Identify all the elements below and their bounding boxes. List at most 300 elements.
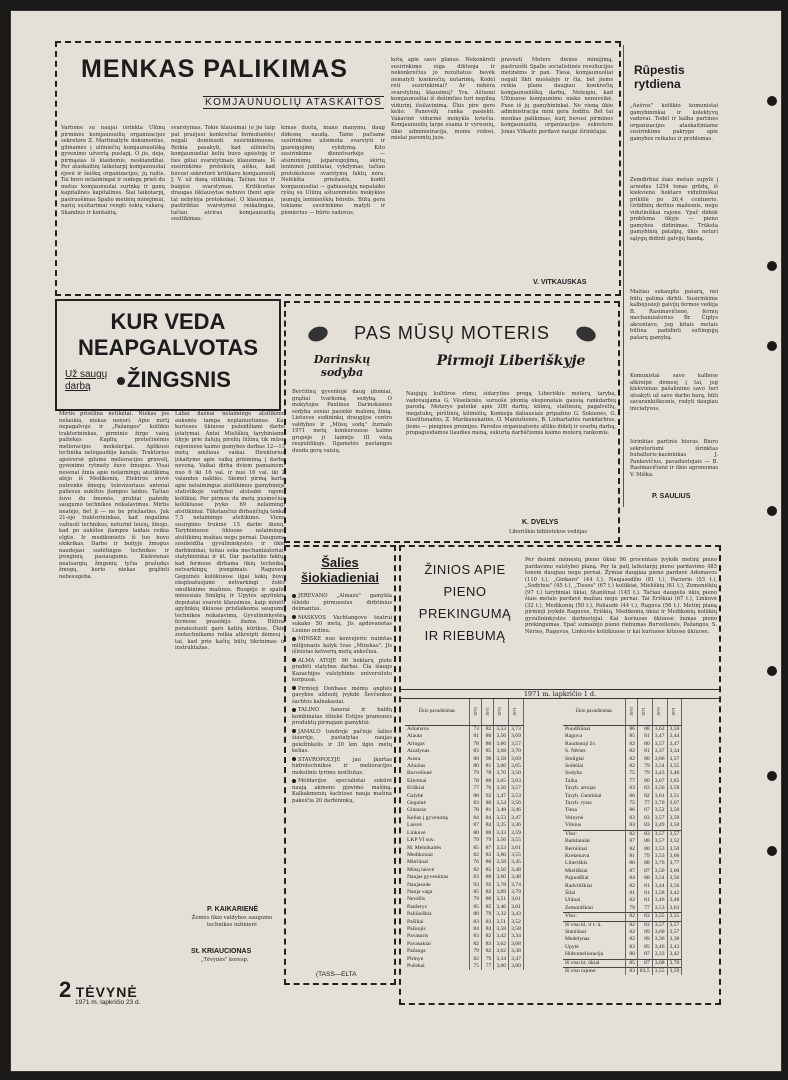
value-cell: 82 [625,921,637,929]
value-cell: 85 [469,904,481,911]
farm-name-cell: M. Melnikaitės [405,845,469,852]
value-cell: 3,57 [652,830,667,838]
value-cell: 3,53 [494,815,509,822]
news-item-text: JAMALO tundroje pačioje šalies šiaurėje, pastatytas naujas geležinkelis ir 30 km ilgio mėtų kelias. [292,728,392,754]
table-row [563,756,682,763]
value-cell: 81 [637,897,652,904]
value-cell: 81 [625,853,637,860]
news-item-text: ALMA ATOJE 90 hektarų plote pradėti statybos darbai. Čia išaugs Kazachijos valstybinio universiteto korpusai. [292,657,392,683]
farm-name-cell: Raguva [563,733,625,740]
table-row [405,733,523,740]
value-cell: 3,46 [509,807,524,814]
value-cell: 3,33 [652,951,667,959]
value-cell: 3,60 [494,852,509,859]
value-cell: 3,56 [652,785,667,792]
value-cell: 3,57 [667,756,682,763]
value-cell: 3,47 [494,793,509,800]
farm-name-cell: Pajuodžiai [563,875,625,882]
bullet-icon [292,757,296,761]
value-cell: 83 [625,822,637,830]
value-cell: 82 [481,933,493,940]
farm-name-cell: Raudonoji žv. [563,741,625,748]
header-farm: Ūkio pavadinimas [563,699,625,726]
value-cell: 3,70 [652,800,667,807]
value-cell: 83 [469,748,481,755]
article-kur-veda [55,299,281,411]
header-rieb-1971 [667,699,682,726]
value-cell: 3,59 [667,968,682,976]
value-cell: 93 [469,882,481,889]
table-row [563,741,682,748]
title-line-1: KUR VEDA [110,309,226,334]
table-row [405,763,523,770]
value-cell: 88 [637,726,652,734]
value-cell: 83 [469,874,481,881]
value-cell: 3,60 [667,868,682,875]
value-cell: 3,73 [509,726,524,734]
value-cell: 83 [469,919,481,926]
article-subtitle: KOMJAUNUOLIŲ ATASKAITOS [205,97,383,108]
farm-name-cell: LKP VI suv. [405,837,469,844]
value-cell: 87 [469,822,481,829]
farm-name-cell: Tiesa [563,807,625,814]
value-cell: 80 [469,911,481,918]
article-title [634,63,685,91]
table-row [563,936,682,943]
value-cell: 3,45 [509,859,524,866]
news-item [292,778,392,804]
value-cell: 3,37 [652,748,667,755]
value-cell: 3,57 [652,815,667,822]
value-cell: 87 [481,845,493,852]
farm-name-cell: Viso: [563,830,625,838]
value-cell: 88 [637,838,652,845]
table-row [563,875,682,882]
value-cell: 81 [625,890,637,897]
table-row [563,951,682,959]
value-cell: 83 [481,852,493,859]
value-cell: 3,63 [667,905,682,913]
value-cell: 3,49 [652,822,667,830]
farm-name-cell: Paliūniškis [405,911,469,918]
farm-name-cell: Ausra [405,756,469,763]
subarticle-1-title: Darinskų sodyba [313,353,371,379]
value-cell: 79 [637,853,652,860]
value-cell: 79 [469,896,481,903]
value-cell: 3,61 [652,793,667,800]
table-row [563,807,682,814]
value-cell: 3,32 [494,911,509,918]
value-cell: 87 [637,959,652,967]
farm-name-cell: Pavasakiai [405,941,469,948]
value-cell: 81 [469,733,481,740]
value-cell: 3,53 [652,846,667,853]
title-line-1: ŽINIOS APIE [424,562,506,577]
farm-name-cell: Mieliškiai [563,868,625,875]
table-row [563,830,682,838]
farm-name-cell: Sodeliai [563,763,625,770]
bullet-icon [292,779,296,783]
value-cell: 3,35 [494,822,509,829]
value-cell: 80 [637,778,652,785]
value-cell: 78 [469,741,481,748]
value-cell: 3,34 [667,748,682,755]
value-cell: 80 [469,756,481,763]
value-cell: 3,48 [667,897,682,904]
farm-name-cell: Ariogas [405,741,469,748]
value-cell: 3,57 [667,929,682,936]
value-cell: 3,78 [494,882,509,889]
news-item [292,757,392,777]
farm-name-cell: Pirmyn [405,956,469,963]
value-cell: 3,74 [509,882,524,889]
value-cell: 3,36 [652,936,667,943]
farm-name-cell: Barklainiai [563,838,625,845]
value-cell: 76 [481,785,493,792]
table-row [563,778,682,785]
value-cell: 3,51 [494,896,509,903]
farm-name-cell: Kelias į gyvenimą [405,815,469,822]
farm-name-cell: Hidromelioracija [563,951,625,959]
header-prek-1970 [469,699,481,726]
value-cell: 79 [625,905,637,913]
farm-name-cell: Puodžiūnai [563,726,625,734]
value-cell: 3,34 [494,956,509,963]
table-row [563,890,682,897]
news-item-text: MASKVOS Vachtangovo teatrui sukako 50 metų. Jis apdovanotas Lenino ordinu. [292,614,392,634]
article-kur-column-1: Mirtis prisėlina netikėtai. Niekas jos nelaukia, niekas nenori. Apie mirtį nepagalvojo ir „Pažangos" kolūkio traktorininkas, pirminio žirgo vairą pažiekęs Kaplių protečinėmis melioracijos mokslerijai. Aplikuso technika nelėgaudėje kanale. Traktorius apsiversė gilume melioracijos griovelį, gyvenimo rytmety žuvo žmogus. Visai nesenai žinia apie nelaimingų atsitikimą atėjo iš Medikonių. Elektros srovė nutrenkė žmogų: televizoriaus antenai paliesus aukštos įtampos laidus. Tačiau žuvo du žmonės, grubiai pažeidę saugumo technikos reikalavimus. Mirtis neatėjo, bet ji — ne be priežasties. Juk 21-ojo traktorininkas, kad negalima važiuoti technikos, neturint teisių, žinojo, kad po aukštos įtampos laidais reikia elgtis. Ir medikonietis iš tuo buvo ekikrikas. Darbe ir buityje žmogus naudojasi sudėtingos technikos ir įrenginių pasiaugumu. Kiekvienas neatsargių žingsnių tyčia pražudęs žmogų, kurio niekas grąžinti nebesugeba. [59,411,169,580]
value-cell: 3,38 [667,936,682,943]
value-cell: 3,70 [667,959,682,967]
value-cell: 84 [481,926,493,933]
value-cell: 87 [625,868,637,875]
value-cell: 3,65 [494,778,509,785]
value-cell: 3,66 [667,853,682,860]
header-prek-1970 [625,699,637,726]
farm-name-cell: Burvelionė [405,770,469,777]
value-cell: 81 [637,883,652,890]
article-author: P. SAULIUS [652,493,691,500]
value-cell: 83 [637,785,652,792]
value-cell: 84 [481,822,493,829]
table-row [563,929,682,936]
value-cell: 3,44 [667,733,682,740]
value-cell: 83 [469,800,481,807]
article-column-4: kotų apie savo planus. Nekonkreti susirinkimo eiga diktuoja ir nekonkrečius jo rezultatus: bevėk nematyti konkrečių nutarimų. Kodėl reti susirinkimai? Ar nebėra svarstytinų klausimų? Yra. Aštuoni komjaunuoliai iš dešimties turi nepilną vidurinį išsilavinimą. Ūkis pire gero kelio: Panevėžį ranka pasiekti. Vakarinė vidurinė mokykla kviečia. Komjaunuolių tarpe esama ir vyresnių, ūkio administracija, mums rodosi, mielai paremtų juos. [391,57,495,141]
value-cell: 3,34 [509,933,524,940]
page-number: 2 [59,977,72,1002]
farm-name-cell: Vilnius [563,822,625,830]
farm-name-cell: Laisvė [405,822,469,829]
value-cell: 88 [637,875,652,882]
table-row [405,726,523,734]
value-cell: 83 [625,815,637,822]
farm-name-cell: Mitriūnai [405,859,469,866]
value-cell: 3,57 [652,741,667,748]
value-cell: 3,57 [652,838,667,845]
farm-name-cell: Iš viso kl. ir t. ū. [563,921,625,929]
value-cell: 76 [469,859,481,866]
article-column-2: svarstymas. Tokie klausimai (o jie taip pat praėjusi konkrečiai formuluotės) negali dominuoti susirinkimuose. Reikia pasakyti, kad ulūniečių komjaunuoliai keliu buvo apsistoję ir ties giliai svarstytinais klausimais. Iš susirinkimo protokolų aišku, kad buvusi sekretorė kritikavo komjaunuolį J. V. už daną stikliuką. Tačiau tuo ir baigėsi svarstymas. Kritikuotas draugas išklausytas nebuvo (bent apie tai nebyloja protokolas). O klausimas, pastiriktas svarstymui reikalingas, tačiau atviras komjaunuolių susitikimas. [171,125,275,222]
title-pretitle: Už saugų darbą [65,369,108,392]
value-cell: 85 [625,733,637,740]
value-cell: 3,55 [667,913,682,921]
table-row [405,933,523,940]
value-cell: 80 [481,830,493,837]
newspaper-page [10,10,782,1072]
table-row [405,852,523,859]
title-line-2: NEAPGALVOTAS [77,335,259,360]
value-cell: 83 [637,830,652,838]
value-cell: 79 [481,911,493,918]
table-row [405,889,523,896]
value-cell: 87 [637,868,652,875]
value-cell: 3,42 [667,951,682,959]
farm-name-cell: Iš viso kt. ūkiai [563,959,625,967]
value-cell: 3,46 [667,770,682,777]
table-row [405,956,523,963]
header-farm: Ūkio pavadinimas [405,699,469,726]
table-row [405,882,523,889]
bullet-icon [292,686,296,690]
value-cell: 78 [469,778,481,785]
header-prek-1971 [481,699,493,726]
value-cell: 92 [481,882,493,889]
table-date: 1971 m. lapkričio 1 d. [401,689,719,699]
farm-name-cell: Nevėžis [405,896,469,903]
farm-name-cell: Linkuvė [405,830,469,837]
table-row [563,838,682,845]
value-cell: 87 [637,951,652,959]
value-cell: 92 [481,793,493,800]
value-cell: 81 [637,733,652,740]
value-cell: 73 [469,726,481,734]
value-cell: 82 [625,756,637,763]
value-cell: 87 [637,807,652,814]
table-row [563,883,682,890]
farm-name-cell: Ažuolas [405,763,469,770]
value-cell: 3,46 [652,944,667,951]
value-cell: 77 [637,905,652,913]
value-cell: 88 [637,860,652,867]
value-cell: 3,57 [667,830,682,838]
value-cell: 3,60 [494,963,509,970]
news-item-text: Pirmieji Donbase mėmu anglies gavybos užduotį įvykdė Ševčenkos šachtos kalnakasiai. [292,685,392,705]
article-text-2: Žemdirbiai šiais metais supylė į aruodus 1254 tonas grūdų, iš kiekvieno hektaro vidutiniškai prikūlė po 26,4 centnerio. Grūdinių derlius mažesnis, negu vidutiniškai rajone. Ypač didelė problema ūkyje — pieno gamybos didinimas. Trūksta gamybinių patalpų, ūkis neturi sąlygų didinti galvijų bandą. [630,177,718,242]
table-row [563,868,682,875]
table-row [563,726,682,734]
table-row [405,793,523,800]
year-label: 1970 [497,707,503,717]
year-label: 1971 [512,707,518,717]
value-cell: 88 [469,793,481,800]
bullet-icon [292,729,296,733]
value-cell: 3,69 [509,756,524,763]
article-title [405,559,525,647]
value-cell: 3,47 [509,956,524,963]
farm-name-cell: Sodyba [563,770,625,777]
farm-name-cell: Naujas gyvenimas [405,874,469,881]
subarticle-2-title: Pirmoji Liberiškyje [436,353,586,369]
value-cell: 82 [469,852,481,859]
value-cell: 3,53 [652,905,667,913]
value-cell: 3,56 [494,867,509,874]
value-cell: 83 [637,913,652,921]
table-row [563,770,682,777]
year-label: 1971 [640,707,646,717]
value-cell: 3,57 [667,921,682,929]
value-cell: 3,67 [652,778,667,785]
table-row [405,741,523,748]
value-cell: 85 [469,845,481,852]
farm-name-cell: Naujasode [405,882,469,889]
news-item [292,658,392,684]
value-cell: 3,55 [509,852,524,859]
value-cell: 85 [481,748,493,755]
farm-name-cell: Pavasaris [405,933,469,940]
value-cell: 82 [625,897,637,904]
value-cell: 3,68 [652,959,667,967]
value-cell: 3,59 [509,830,524,837]
value-cell: 82 [469,867,481,874]
value-cell: 78 [481,770,493,777]
value-cell: 3,79 [509,889,524,896]
article-column-5: pravesti Moters dienos minėjimą, pastruošti Spalio socialistinės revoliucijos metinėms ir pan. Tiesa, komjaunuoliai negali likti nuošalyje ir čia, bet jiems reikia plane daugiau konkrečių komjaunuoliškų darbų. Neteigiu, kad Ulūnuose komjaunimo nieko nenuveikė. Puse iš jų gamybininkai. Ne vieną ūkio administracija mini gera žodžiu. Bet tai menkas palikimas, kurį buvusi pirmines komjaunuolių organizacijos sekretore Jonas Vilkaitė perdavė naujai išrinktajai. [501,57,613,135]
year-label: 1970 [628,707,634,717]
value-cell: 78 [469,807,481,814]
bullet-icon [292,658,296,662]
table-row [405,904,523,911]
value-cell: 83,5 [637,968,652,976]
milk-table-right [563,699,682,975]
value-cell: 83 [637,921,652,929]
table-row [563,944,682,951]
footer-masthead [59,977,179,1006]
value-cell: 3,51 [667,793,682,800]
value-cell: 3,48 [509,867,524,874]
farm-name-cell: Pašiliai [405,919,469,926]
value-cell: 3,58 [509,926,524,933]
table-row [405,778,523,785]
value-cell: 82 [469,941,481,948]
value-cell: 80 [625,951,637,959]
binding-hole [767,506,777,516]
value-cell: 3,46 [494,904,509,911]
title-line-1: Rūpestis [634,63,685,77]
table-header-row [563,699,682,726]
value-cell: 85 [469,889,481,896]
table-row [563,822,682,830]
value-cell: 3,50 [509,770,524,777]
value-cell: 79 [469,770,481,777]
value-cell: 3,58 [494,859,509,866]
table-row [563,913,682,921]
value-cell: 3,47 [652,733,667,740]
value-cell: 3,50 [652,868,667,875]
news-item [292,615,392,635]
table-row [405,800,523,807]
binding-hole [767,96,777,106]
value-cell: 3,50 [667,875,682,882]
value-cell: 3,54 [652,875,667,882]
farm-name-cell: Galybė [405,793,469,800]
binding-hole [767,771,777,781]
article-salies-siokiadieniai [284,545,396,985]
article-text-5: Išrinktas partinis biuras. Biuro sekretoriumi išrinktas buhalteris-kasininkas J. Pankevičius, pavaduotojais — B. Rasimavičienė ir ūkio agronomas V. Miška. [630,439,718,478]
table-row [563,853,682,860]
value-cell: 86 [625,793,637,800]
value-cell: 79 [481,956,493,963]
binding-hole [767,341,777,351]
value-cell: 80 [469,830,481,837]
table-row [405,941,523,948]
article-zinios-apie-pieno [399,545,721,1005]
value-cell: 75 [469,963,481,970]
bullet-icon [292,594,296,598]
binding-hole [767,846,777,856]
article-text-3: Mažiau sukaupta pašarų, nei būtų galima dirbti. Susirinkime kalbėjusieji galvijų fermos vedėja B. Rasimavičienė, fermų mechanizatorius Br. Čiplys akcentavo, jog kitais metais būtina padidinti sultingųjų pašarų gamybą. [630,289,718,341]
correspondent-note: „Tėvynės" koresp. [201,957,249,963]
value-cell: 84 [469,815,481,822]
news-item-text: TALINO fanerai ir baldų kombinatas ištiekė Estijos pramonės produktų pirmajam gamyklui. [292,707,392,726]
value-cell: 3,51 [494,919,509,926]
farm-name-cell: Gintaras [405,807,469,814]
value-cell: 83 [469,933,481,940]
milk-table-left [405,699,524,970]
value-cell: 3,57 [509,785,524,792]
farm-name-cell: Velnynė [563,815,625,822]
farm-name-cell: Pučekai [405,963,469,970]
value-cell: 3,53 [652,853,667,860]
value-cell: 86 [625,726,637,734]
article-rupestis-rytdiena [623,45,721,507]
farm-name-cell: Radviliškiai [563,883,625,890]
table-row [405,807,523,814]
value-cell: 81 [637,748,652,755]
table-row [563,763,682,770]
value-cell: 83 [625,968,637,976]
binding-hole [767,666,777,676]
table-row [405,837,523,844]
bullet-icon [117,377,125,385]
farm-name-cell: Krekenava [563,853,625,860]
article-author: V. VITKAUSKAS [533,279,587,286]
value-cell: 3,54 [652,763,667,770]
value-cell: 3,61 [509,845,524,852]
value-cell: 3,36 [509,822,524,829]
table-row [405,948,523,955]
value-cell: 75 [625,770,637,777]
table-row [405,911,523,918]
table-row [405,770,523,777]
farm-name-cell: Šilai [563,890,625,897]
value-cell: 3,48 [494,807,509,814]
year-label: 1971 [670,707,676,717]
value-cell: 3,59 [667,726,682,734]
value-cell: 83 [637,822,652,830]
value-cell: 81 [481,763,493,770]
farm-name-cell: Taryb. artojas [563,785,625,792]
table-row [405,822,523,829]
table-row [563,800,682,807]
news-item [292,707,392,727]
value-cell: 3,67 [667,800,682,807]
year-label: 1970 [655,707,661,717]
value-cell: 3,58 [494,926,509,933]
value-cell: 3,50 [667,807,682,814]
value-cell: 3,44 [652,883,667,890]
value-cell: 3,58 [652,890,667,897]
